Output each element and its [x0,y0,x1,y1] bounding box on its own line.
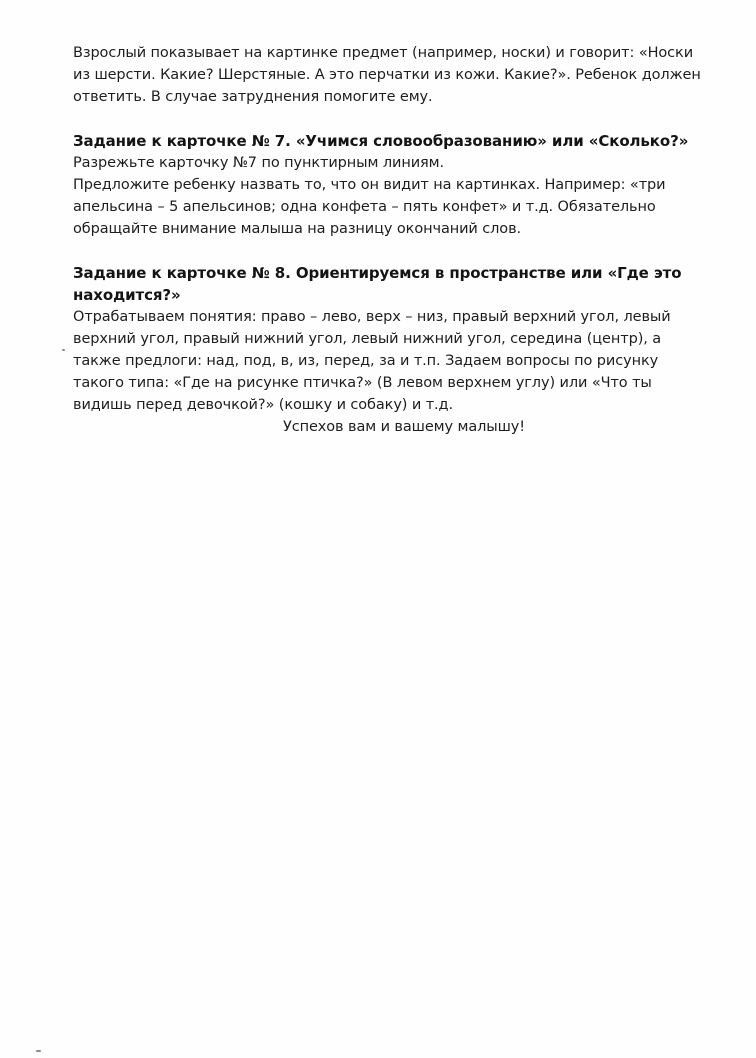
card-7-cut-instruction: Разрежьте карточку №7 по пунктирным линиям. [73,155,445,171]
closing-wish: Успехов вам и вашему малышу! [283,419,525,435]
scan-speck [36,1050,41,1052]
card-7-section [73,130,713,240]
card-7-heading: Задание к карточке № 7. «Учимся словообразованию» или «Сколько?» [73,132,689,150]
card-8-body: Отрабатываем понятия: право – лево, верх – низ, правый верхний угол, левый верхний угол, правый нижний угол, левый нижний угол, середина (центр), а также предлоги: над, под, в, из, перед, за и т.п. Задаем вопросы по рисунку такого типа: «Где на рисунке птичка?» (В левом верхнем углу) или «Что ты видишь перед девочкой?» (кошку и собаку) и т.д. [73,309,671,413]
card-8-section [73,262,713,438]
scan-speck [62,349,65,351]
document-body [73,42,713,438]
card-7-naming-instruction: Предложите ребенку назвать то, что он видит на картинках. Например: «три апельсина – 5 апельсинов; одна конфета – пять конфет» и т.д. Обязательно обращайте внимание малыша на разницу окончаний слов. [73,177,666,237]
intro-paragraph: Взрослый показывает на картинке предмет (например, носки) и говорит: «Носки из шерсти. Какие? Шерстяные. А это перчатки из кожи. Какие?». Ребенок должен ответить. В случае затруднения помогите ему. [73,45,701,105]
card-8-heading: Задание к карточке № 8. Ориентируемся в пространстве или «Где это находится?» [73,264,682,304]
